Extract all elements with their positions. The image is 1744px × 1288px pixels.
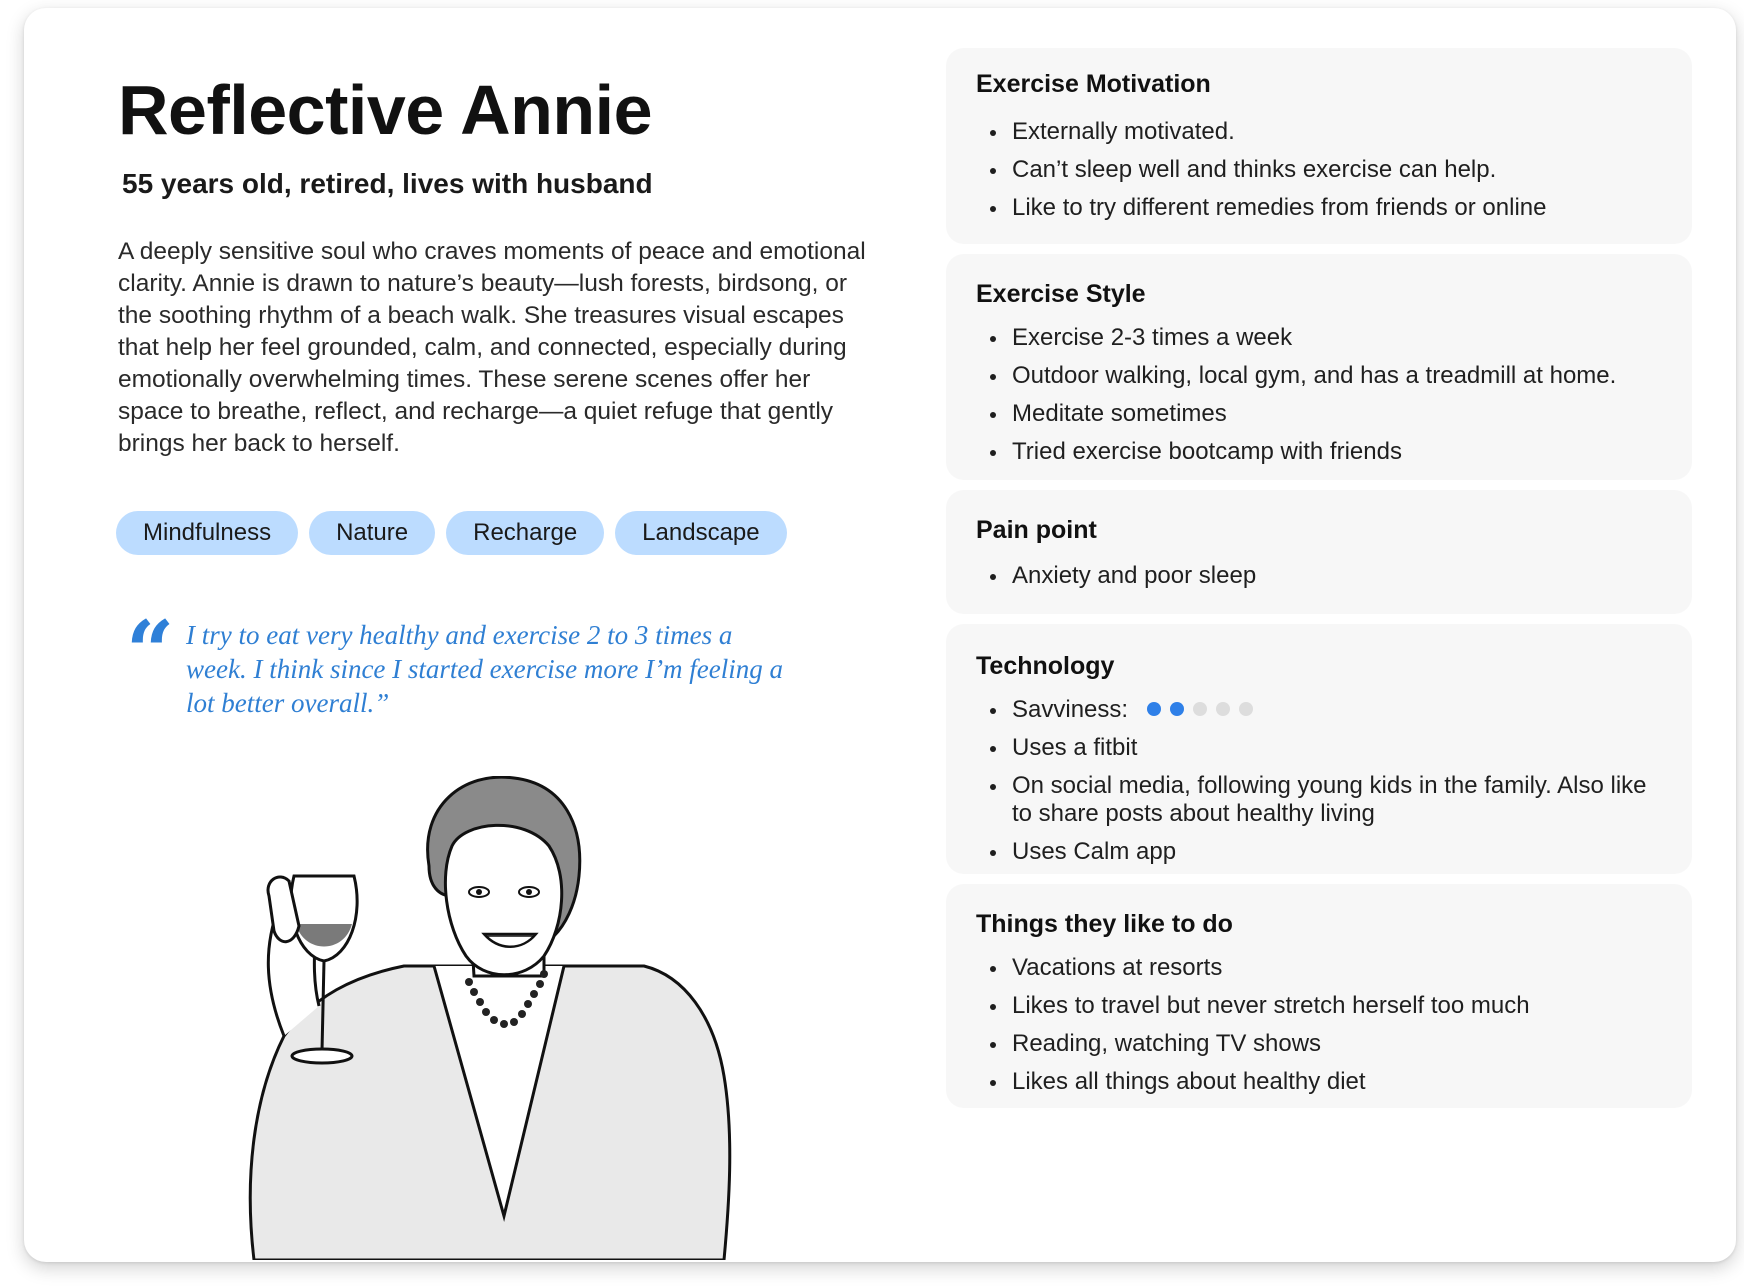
list-item: Meditate sometimes xyxy=(976,400,1672,428)
list-item: Like to try different remedies from friends or online xyxy=(976,194,1672,222)
section-title: Things they like to do xyxy=(976,910,1233,938)
persona-quote: I try to eat very healthy and exercise 2 to 3 times a week. I think since I started exercise more I’m feeling a lot better overall.” xyxy=(186,620,784,718)
bullet-list xyxy=(976,118,1672,232)
quote-mark-icon: “ xyxy=(126,602,175,701)
bullet-list xyxy=(976,324,1672,476)
panel-pain-point xyxy=(946,490,1692,614)
section-title: Exercise Style xyxy=(976,280,1146,308)
bullet-list xyxy=(976,954,1672,1106)
savviness-dot-empty xyxy=(1239,702,1253,716)
list-item: Anxiety and poor sleep xyxy=(976,562,1672,590)
section-title: Technology xyxy=(976,652,1115,680)
list-item: Likes to travel but never stretch herself too much xyxy=(976,992,1672,1020)
bullet-list xyxy=(976,562,1672,600)
bullet-list xyxy=(976,696,1672,876)
section-title: Exercise Motivation xyxy=(976,70,1211,98)
list-item: Vacations at resorts xyxy=(976,954,1672,982)
persona-illustration xyxy=(224,776,744,1260)
tag-list xyxy=(116,511,787,555)
savviness-dot-empty xyxy=(1193,702,1207,716)
panel-exercise-motivation xyxy=(946,48,1692,244)
panel-exercise-style xyxy=(946,254,1692,480)
persona-card xyxy=(24,8,1736,1262)
list-item-savviness xyxy=(976,696,1672,724)
tag-recharge: Recharge xyxy=(446,511,604,555)
savviness-label: Savviness: xyxy=(1012,696,1129,723)
list-item: Likes all things about healthy diet xyxy=(976,1068,1672,1096)
persona-subtitle: 55 years old, retired, lives with husband xyxy=(122,168,653,199)
list-item: Reading, watching TV shows xyxy=(976,1030,1672,1058)
list-item: On social media, following young kids in the family. Also like to share posts about healthy living xyxy=(976,772,1672,828)
list-item: Uses a fitbit xyxy=(976,734,1672,762)
list-item: Outdoor walking, local gym, and has a treadmill at home. xyxy=(976,362,1672,390)
list-item: Externally motivated. xyxy=(976,118,1672,146)
panel-things-they-like xyxy=(946,884,1692,1108)
savviness-dot-empty xyxy=(1216,702,1230,716)
list-item: Uses Calm app xyxy=(976,838,1672,866)
savviness-dot-filled xyxy=(1147,702,1161,716)
list-item: Exercise 2-3 times a week xyxy=(976,324,1672,352)
savviness-dot-filled xyxy=(1170,702,1184,716)
panel-technology xyxy=(946,624,1692,874)
list-item: Tried exercise bootcamp with friends xyxy=(976,438,1672,466)
tag-landscape: Landscape xyxy=(615,511,786,555)
tag-nature: Nature xyxy=(309,511,435,555)
persona-name: Reflective Annie xyxy=(118,71,653,149)
list-item: Can’t sleep well and thinks exercise can help. xyxy=(976,156,1672,184)
section-title: Pain point xyxy=(976,516,1097,544)
face-shape xyxy=(445,825,561,974)
persona-description: A deeply sensitive soul who craves moments of peace and emotional clarity. Annie is drawn to nature’s beauty—lush forests, birdsong, or the soothing rhythm of a beach walk. She treasures visual escapes that help her feel grounded, calm, and connected, especially during emotionally overwhelming times. These serene scenes offer her space to breathe, reflect, and recharge—a quiet refuge that gently brings her back to herself. xyxy=(118,238,866,457)
tag-mindfulness: Mindfulness xyxy=(116,511,298,555)
persona-summary xyxy=(24,8,924,1262)
savviness-rating xyxy=(1147,702,1253,716)
